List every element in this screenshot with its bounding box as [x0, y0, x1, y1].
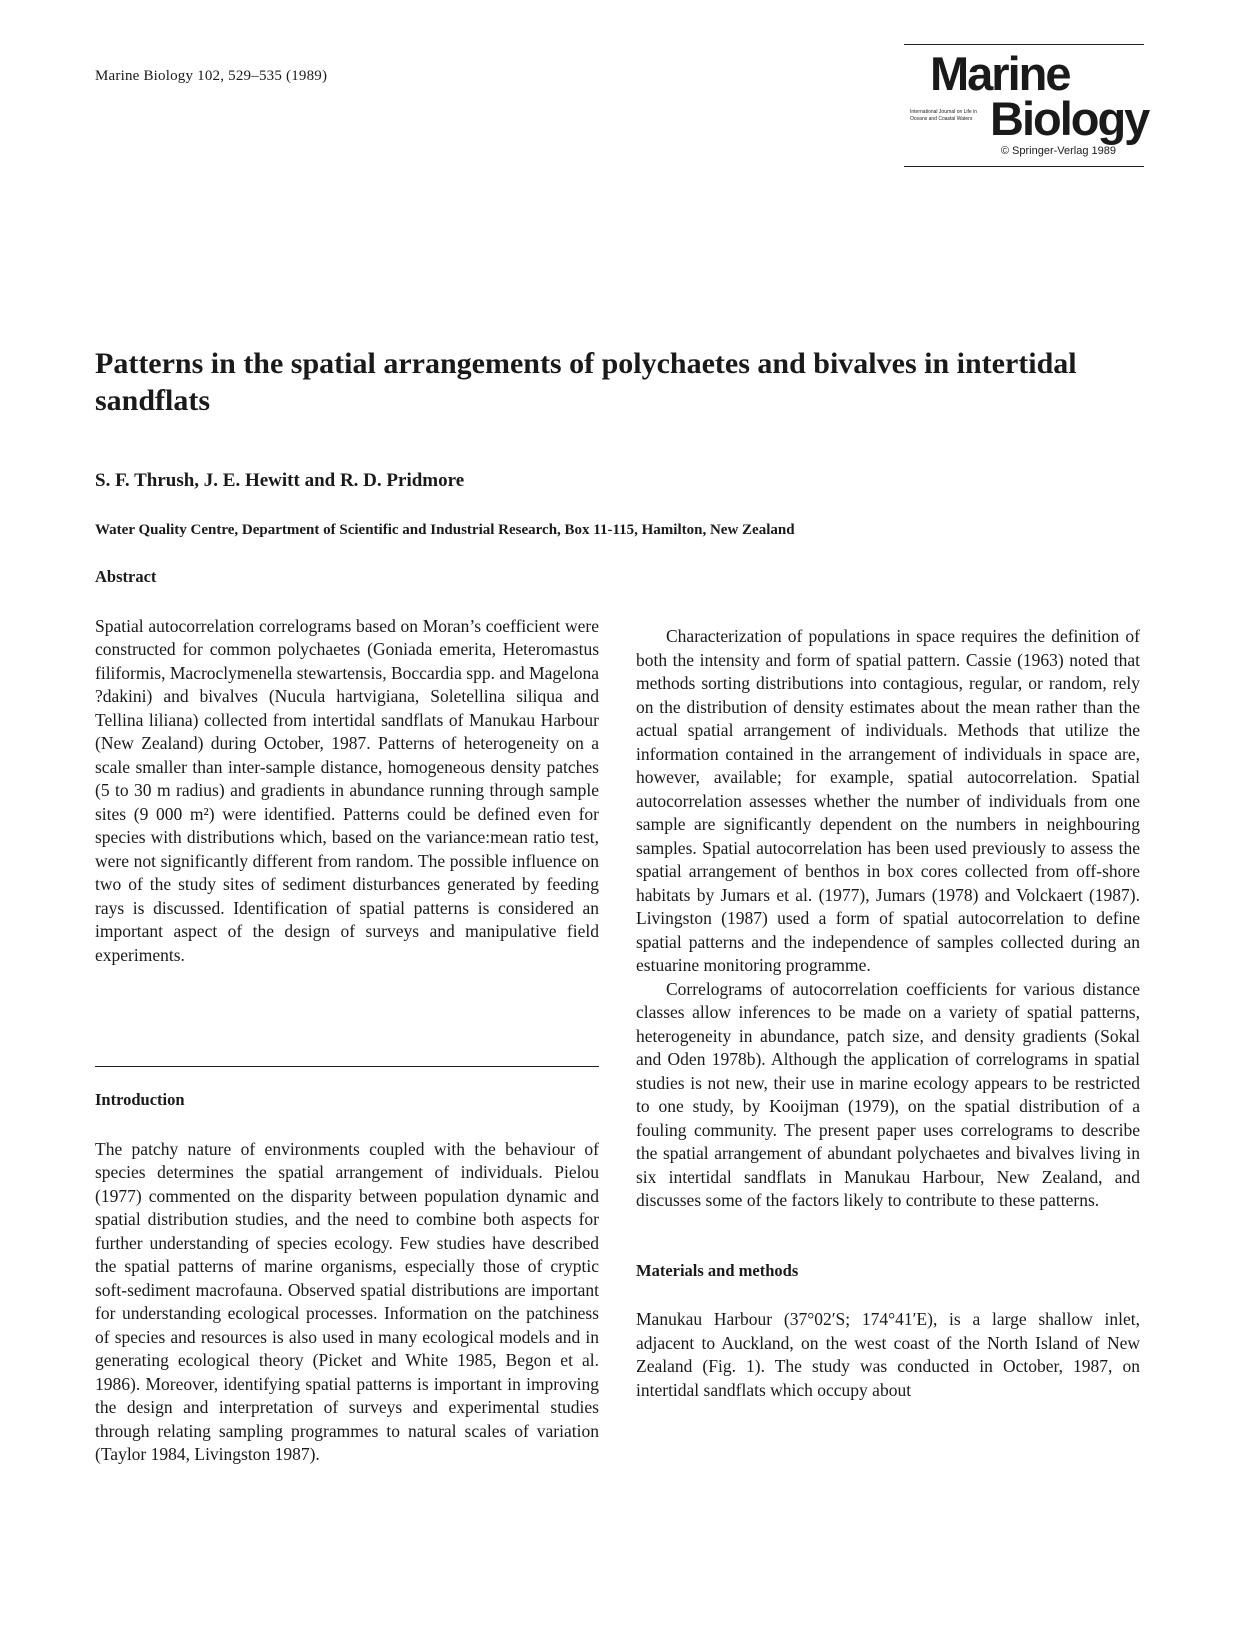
authors: S. F. Thrush, J. E. Hewitt and R. D. Pridmore [95, 470, 465, 491]
methods-paragraph-1: Manukau Harbour (37°02′S; 174°41′E), is a large shallow inlet, adjacent to Auckland, on the west coast of the North Island of New Zealand (Fig. 1). The study was conducted in October, 1987, on intertidal sandflats which occupy about [636, 1309, 1140, 1400]
methods-heading: Materials and methods [636, 1260, 799, 1280]
article-title: Patterns in the spatial arrangements of polychaetes and bivalves in intertidal sandflats [95, 347, 1077, 417]
introduction-paragraph-1: The patchy nature of environments coupled with the behaviour of species determines the spatial arrangement of individuals. Pielou (1977) commented on the disparity between population dynamic and spatial distribution studies, and the need to combine both aspects for further understanding of species ecology. Few studies have described the spatial patterns of marine organisms, especially those of cryptic soft-sediment macrofauna. Observed spatial distributions are important for understanding ecological processes. Information on the patchiness of species and resources is also used in many ecological models and in generating ecological theory (Picket and White 1985, Begon et al. 1986). Moreover, identifying spatial patterns is important in improving the design and interpretation of surveys and experimental studies through relating sampling programmes to natural scales of variation (Taylor 1984, Livingston 1987). [95, 1138, 599, 1464]
introduction-paragraph-2: Characterization of populations in space requires the definition of both the intensity and form of spatial pattern. Cassie (1963) noted that methods sorting distributions into contagious, regular, or random, rely on the distribution of density estimates about the mean rather than the actual spatial arrangement of individuals. Methods that utilize the information contained in the arrangement of individuals in space are, however, available; for example, spatial autocorrelation. Spatial autocorrelation assesses whether the number of individuals from one sample are significantly dependent on the numbers in neighbouring samples. Spatial autocorrelation has been used previously to assess the spatial arrangement of benthos in box cores collected from off-shore habitats by Jumars et al. (1977), Jumars (1978) and Volckaert (1987). Livingston (1987) used a form of spatial autocorrelation to define spatial patterns and the independence of samples collected during an estuarine monitoring programme. [636, 626, 1140, 975]
logo-bottom-rule [904, 166, 1144, 167]
affiliation: Water Quality Centre, Department of Scientific and Industrial Research, Box 11-115, Hamilton, New Zealand [95, 522, 795, 538]
introduction-heading: Introduction [95, 1090, 185, 1109]
logo-subtitle: International Journal on Life in Oceans and Coastal Waters [910, 109, 977, 122]
logo-biology: Biology [990, 92, 1149, 145]
abstract-section [95, 565, 599, 967]
abstract-text: Spatial autocorrelation correlograms based on Moran’s coefficient were constructed for common polychaetes (Goniada emerita, Heteromastus filiformis, Macroclymenella stewartensis, Boccardia spp. and Magelona ?dakini) and bivalves (Nucula hartvigiana, Soletellina siliqua and Tellina liliana) collected from intertidal sandflats of Manukau Harbour (New Zealand) during October, 1987. Patterns of heterogeneity on a scale smaller than inter-sample distance, homogeneous density patches (5 to 30 m radius) and gradients in abundance running through sample sites (9 000 m²) were identified. Patterns could be defined even for species with distributions which, based on the variance:mean ratio test, were not significantly different from random. The possible influence on two of the study sites of sediment disturbances generated by feeding rays is discussed. Identification of spatial patterns is considered an important aspect of the design of surveys and manipulative field experiments. [95, 615, 599, 965]
publisher: © Springer-Verlag 1989 [1000, 145, 1116, 157]
introduction-paragraph-3: Correlograms of autocorrelation coefficients for various distance classes allow inferences to be made on a variety of spatial patterns, heterogeneity in abundance, patch size, and density gradients (Sokal and Oden 1978b). Although the application of correlograms in spatial studies is not new, their use in marine ecology appears to be restricted to one study, by Kooijman (1979), on the spatial distribution of a fouling community. The present paper uses correlograms to describe the spatial arrangement of abundant polychaetes and bivalves living in six intertidal sandflats in Manukau Harbour, New Zealand, and discusses some of the factors likely to contribute to these patterns. [636, 978, 1140, 1210]
logo-marine: Marine [930, 47, 1070, 100]
abstract-separator [95, 1066, 599, 1067]
citation: Marine Biology 102, 529–535 (1989) [95, 68, 328, 84]
logo-top-rule [904, 44, 1144, 45]
introduction-section [95, 1088, 599, 1467]
abstract-heading: Abstract [95, 567, 157, 586]
right-column [636, 625, 1140, 1402]
